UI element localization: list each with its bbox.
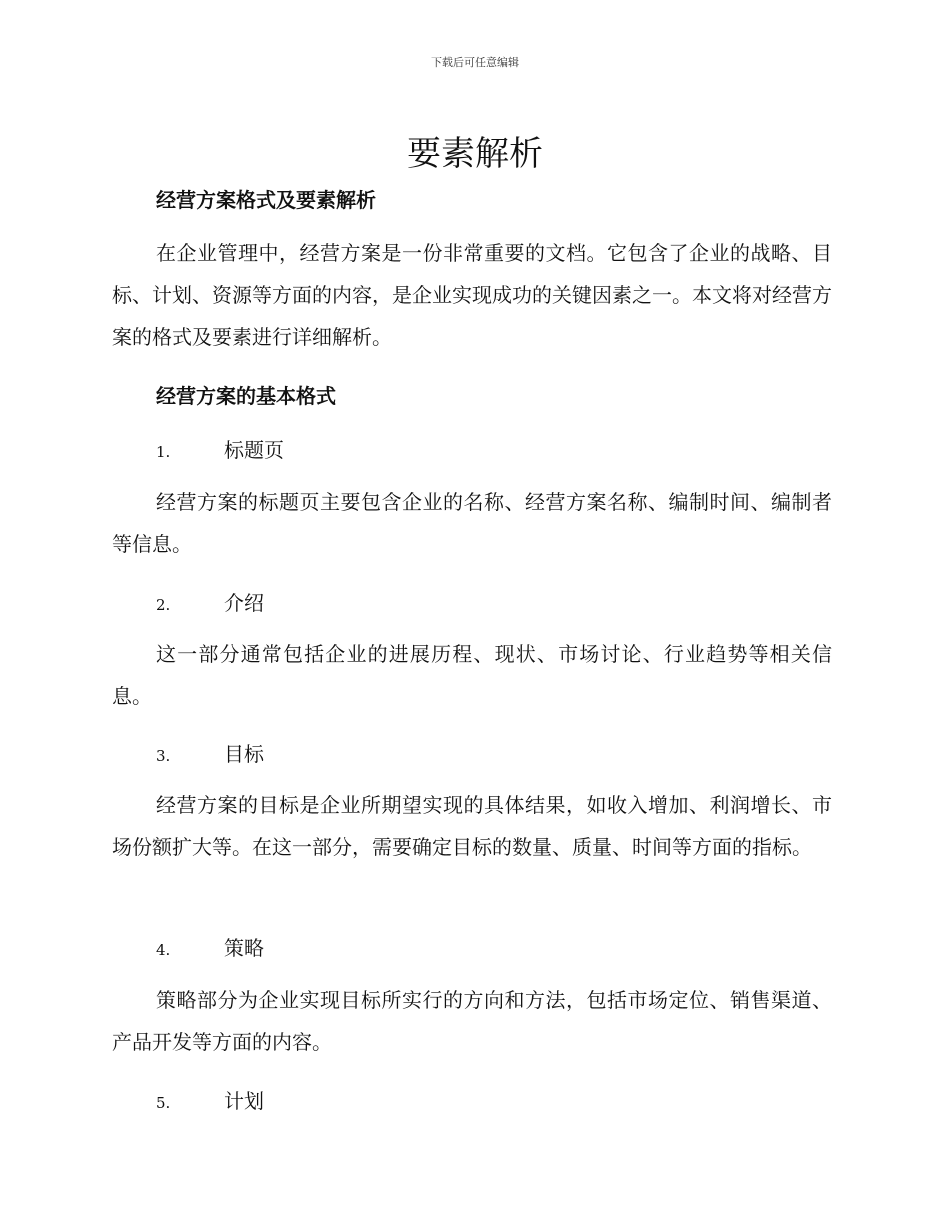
paragraph-introduction: 这一部分通常包括企业的进展历程、现状、市场讨论、行业趋势等相关信息。: [112, 642, 832, 708]
paragraph-title-page: 经营方案的标题页主要包含企业的名称、经营方案名称、编制时间、编制者等信息。: [112, 490, 832, 556]
list-label: 目标: [224, 742, 264, 766]
header-note: 下载后可任意编辑: [431, 56, 519, 69]
paragraph-goals: 经营方案的目标是企业所期望实现的具体结果，如收入增加、利润增长、市场份额扩大等。在这一部分，需要确定目标的数量、质量、时间等方面的指标。: [112, 793, 832, 859]
list-label: 策略: [224, 936, 264, 960]
intro-paragraph: 在企业管理中，经营方案是一份非常重要的文档。它包含了企业的战略、目标、计划、资源等方面的内容，是企业实现成功的关键因素之一。本文将对经营方案的格式及要素进行详细解析。: [112, 241, 832, 349]
list-number: 4.: [156, 941, 171, 959]
document-title: 要素解析: [407, 134, 543, 174]
list-item-2: [156, 587, 264, 616]
list-item-1: [156, 434, 284, 463]
section-heading-format-elements: 经营方案格式及要素解析: [156, 188, 376, 212]
list-item-5: [156, 1085, 264, 1114]
list-label: 介绍: [224, 591, 264, 615]
section-heading-basic-format: 经营方案的基本格式: [156, 384, 336, 408]
list-label: 标题页: [224, 438, 284, 462]
list-item-3: [156, 738, 264, 767]
list-number: 2.: [156, 596, 171, 614]
list-number: 3.: [156, 747, 171, 765]
list-label: 计划: [224, 1089, 264, 1113]
list-number: 1.: [156, 443, 171, 461]
list-item-4: [156, 932, 264, 961]
list-number: 5.: [156, 1094, 171, 1112]
paragraph-strategy: 策略部分为企业实现目标所实行的方向和方法，包括市场定位、销售渠道、产品开发等方面的内容。: [112, 988, 832, 1054]
